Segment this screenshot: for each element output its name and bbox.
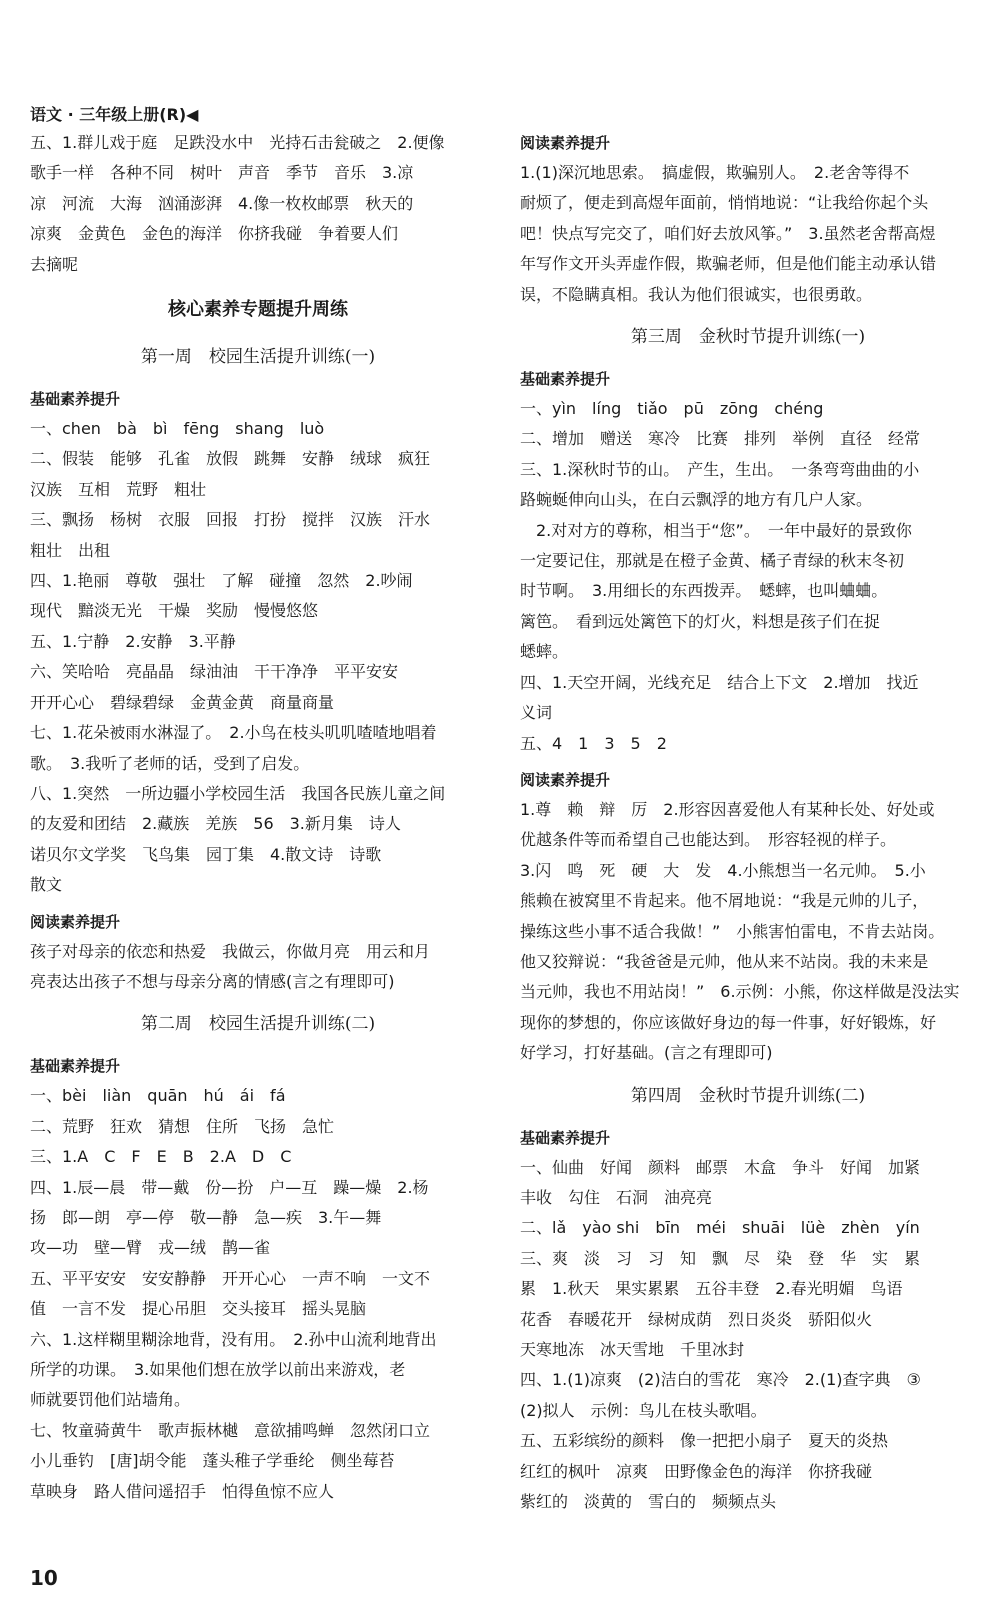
- left-column: [30, 128, 486, 1507]
- answer-line: 粗壮 出租: [30, 540, 111, 560]
- answer-line: 3.闪 鸣 死 硬 大 发 4.小熊想当一名元帅。 5.小: [520, 860, 926, 880]
- answer-line: 年写作文开头弄虚作假，欺骗老师，但是他们能主动承认错: [520, 254, 937, 274]
- answer-line: 耐烦了，便走到高煜年面前，悄悄地说：“让我给你起个头: [520, 193, 929, 213]
- answer-line: 三、飘扬 杨树 衣服 回报 打扮 搅拌 汉族 汗水: [30, 510, 431, 530]
- page-header: 语文 · 三年级上册(R)◀: [30, 105, 199, 124]
- answer-line: 开开心心 碧绿碧绿 金黄金黄 商量商量: [30, 692, 335, 712]
- answer-line: 优越条件等而希望自己也能达到。 形容轻视的样子。: [520, 830, 897, 850]
- answer-line: 红红的枫叶 凉爽 田野像金色的海洋 你挤我碰: [520, 1461, 873, 1481]
- answer-line: 2.对对方的尊称，相当于“您”。 一年中最好的景致你: [520, 520, 912, 540]
- answer-line: 吧！快点写完交了，咱们好去放风筝。” 3.虽然老舍帮高煜: [520, 223, 936, 243]
- answer-line: 累 1.秋天 果实累累 五谷丰登 2.春光明媚 鸟语: [520, 1279, 903, 1299]
- week2-basic-answers: [30, 1081, 486, 1507]
- answer-line: 师就要罚他们站墙角。: [30, 1390, 191, 1410]
- week2-basic-heading: 基础素养提升: [30, 1057, 121, 1076]
- answer-line: 三、爽 淡 习 习 知 飘 尽 染 登 华 实 累: [520, 1248, 921, 1268]
- week1-reading-answers: [30, 937, 486, 998]
- answer-line: 散文: [30, 875, 63, 895]
- answer-line: 凉爽 金黄色 金色的海洋 你挤我碰 争着要人们: [30, 224, 399, 244]
- week3-reading-answers: [520, 795, 976, 1069]
- answer-line: 六、笑哈哈 亮晶晶 绿油油 干干净净 平平安安: [30, 662, 399, 682]
- answer-line: 五、1.宁静 2.安静 3.平静: [30, 631, 236, 651]
- answer-line: 二、荒野 狂欢 猜想 住所 飞扬 急忙: [30, 1116, 335, 1136]
- week2-reading-heading: 阅读素养提升: [520, 134, 611, 152]
- week2-reading-answers: [520, 158, 976, 310]
- answer-line: 四、1.辰—晨 带—戴 份—扮 户—互 躁—燥 2.杨: [30, 1177, 429, 1197]
- answer-line: 四、1.天空开阔，光线充足 结合上下文 2.增加 找近: [520, 672, 919, 692]
- week4-basic-heading: 基础素养提升: [520, 1128, 611, 1147]
- answer-line: 三、1.深秋时节的山。 产生，生出。 一条弯弯曲曲的小: [520, 459, 920, 479]
- answer-line: 四、1.(1)凉爽 (2)洁白的雪花 寒冷 2.(1)查字典 ③: [520, 1370, 921, 1390]
- answer-line: 草映身 路人借问遥招手 怕得鱼惊不应人: [30, 1481, 335, 1501]
- page-number: 10: [30, 1566, 58, 1590]
- answer-line: 五、五彩缤纷的颜料 像一把把小扇子 夏天的炎热: [520, 1431, 889, 1451]
- answer-line: 一、bèi liàn quān hú ái fá: [30, 1086, 286, 1106]
- answer-line: 一、仙曲 好闻 颜料 邮票 木盒 争斗 好闻 加紧: [520, 1157, 921, 1177]
- answer-line: 五、1.群儿戏于庭 足跌没水中 光持石击瓮破之 2.便像: [30, 133, 445, 152]
- answer-line: 歌。 3.我听了老师的话，受到了启发。: [30, 753, 310, 773]
- answer-line: 二、增加 赠送 寒冷 比赛 排列 举例 直径 经常: [520, 429, 921, 449]
- answer-line: 路蜿蜒伸向山头，在白云飘浮的地方有几户人家。: [520, 490, 873, 510]
- answer-line: 小儿垂钓 [唐]胡令能 蓬头稚子学垂纶 侧坐莓苔: [30, 1451, 395, 1471]
- left-top-answers: [30, 128, 486, 280]
- week3-basic-heading: 基础素养提升: [520, 370, 611, 389]
- answer-line: 六、1.这样糊里糊涂地背，没有用。 2.孙中山流利地背出: [30, 1329, 437, 1349]
- answer-line: 凉 河流 大海 汹涌澎湃 4.像一枚枚邮票 秋天的: [30, 193, 414, 213]
- answer-line: 花香 春暖花开 绿树成荫 烈日炎炎 骄阳似火: [520, 1309, 873, 1329]
- answer-line: 汉族 互相 荒野 粗壮: [30, 479, 207, 499]
- answer-line: 扬 郎—朗 亭—停 敬—静 急—疾 3.午—舞: [30, 1207, 382, 1227]
- week3-basic-answers: [520, 394, 976, 759]
- answer-line: 误，不隐瞒真相。我认为他们很诚实，也很勇敢。: [520, 284, 873, 304]
- right-column: [520, 128, 976, 1517]
- answer-line: 1.尊 赖 辩 厉 2.形容因喜爱他人有某种长处、好处或: [520, 799, 935, 819]
- answer-line: 七、1.花朵被雨水淋湿了。 2.小鸟在枝头叽叽喳喳地唱着: [30, 723, 437, 743]
- answer-line: 的友爱和团结 2.藏族 羌族 56 3.新月集 诗人: [30, 814, 401, 834]
- answer-line: 五、平平安安 安安静静 开开心心 一声不响 一文不: [30, 1268, 431, 1288]
- answer-line: 攻—功 壁—臂 戎—绒 鹊—雀: [30, 1238, 271, 1258]
- answer-line: 现你的梦想的，你应该做好身边的每一件事，好好锻炼，好: [520, 1012, 937, 1032]
- answer-line: (2)拟人 示例：鸟儿在枝头歌唱。: [520, 1400, 767, 1420]
- answer-line: 熊赖在被窝里不肯起来。他不屑地说：“我是元帅的儿子，: [520, 891, 929, 911]
- answer-line: 三、1.A C F E B 2.A D C: [30, 1147, 292, 1167]
- answer-line: 一、yìn líng tiǎo pū zōng chéng: [520, 399, 824, 419]
- section-big-title: 核心素养专题提升周练: [168, 299, 348, 321]
- answer-line: 天寒地冻 冰天雪地 千里冰封: [520, 1340, 745, 1359]
- answer-line: 亮表达出孩子不想与母亲分离的情感(言之有理即可): [30, 971, 395, 991]
- answer-line: 时节啊。 3.用细长的东西拨弄。 蟋蟀，也叫蛐蛐。: [520, 581, 888, 601]
- answer-line: 现代 黯淡无光 干燥 奖励 慢慢悠悠: [30, 601, 319, 621]
- week1-basic-heading: 基础素养提升: [30, 390, 121, 409]
- answer-line: 1.(1)深沉地思索。 搞虚假，欺骗别人。 2.老舍等得不: [520, 163, 910, 182]
- answer-line: 操练这些小事不适合我做！” 小熊害怕雷电，不肯去站岗。: [520, 921, 945, 941]
- answer-line: 孩子对母亲的依恋和热爱 我做云，你做月亮 用云和月: [30, 941, 431, 961]
- answer-line: 七、牧童骑黄牛 歌声振林樾 意欲捕鸣蝉 忽然闭口立: [30, 1420, 431, 1440]
- week2-title: 第二周 校园生活提升训练(二): [140, 1014, 376, 1035]
- answer-line: 二、lǎ yào shi bīn méi shuāi lüè zhèn yín: [520, 1218, 920, 1238]
- answer-line: 五、4 1 3 5 2: [520, 733, 667, 753]
- week1-basic-answers: [30, 414, 486, 901]
- week4-title: 第四周 金秋时节提升训练(二): [630, 1085, 866, 1106]
- answer-line: 所学的功课。 3.如果他们想在放学以前出来游戏，老: [30, 1360, 406, 1379]
- answer-line: 一、chen bà bì fēng shang luò: [30, 419, 325, 439]
- answer-line: 好学习，打好基础。(言之有理即可): [520, 1043, 773, 1063]
- answer-line: 歌手一样 各种不同 树叶 声音 季节 音乐 3.凉: [30, 163, 414, 183]
- answer-line: 去摘呢: [30, 254, 79, 274]
- answer-line: 诺贝尔文学奖 飞鸟集 园丁集 4.散文诗 诗歌: [30, 844, 382, 864]
- answer-line: 八、1.突然 一所边疆小学校园生活 我国各民族儿童之间: [30, 783, 446, 803]
- answer-line: 篱笆。 看到远处篱笆下的灯火，料想是孩子们在捉: [520, 611, 881, 631]
- answer-line: 当元帅，我也不用站岗！” 6.示例：小熊，你这样做是没法实: [520, 982, 960, 1002]
- answer-line: 他又狡辩说：“我爸爸是元帅，他从来不站岗。我的未来是: [520, 951, 929, 971]
- week1-title: 第一周 校园生活提升训练(一): [140, 347, 376, 368]
- week4-basic-answers: [520, 1153, 976, 1518]
- answer-line: 紫红的 淡黄的 雪白的 频频点头: [520, 1492, 777, 1512]
- week3-reading-heading: 阅读素养提升: [520, 770, 611, 789]
- answer-line: 值 一言不发 提心吊胆 交头接耳 摇头晃脑: [30, 1299, 367, 1319]
- answer-line: 四、1.艳丽 尊敬 强壮 了解 碰撞 忽然 2.吵闹: [30, 571, 413, 591]
- answer-line: 丰收 勾住 石洞 油亮亮: [520, 1187, 713, 1207]
- answer-line: 义词: [520, 703, 553, 723]
- answer-line: 蟋蟀。: [520, 642, 569, 662]
- answer-line: 二、假装 能够 孔雀 放假 跳舞 安静 绒球 疯狂: [30, 449, 431, 469]
- week1-reading-heading: 阅读素养提升: [30, 912, 121, 931]
- week3-title: 第三周 金秋时节提升训练(一): [630, 327, 866, 348]
- answer-line: 一定要记住，那就是在橙子金黄、橘子青绿的秋末冬初: [520, 551, 905, 571]
